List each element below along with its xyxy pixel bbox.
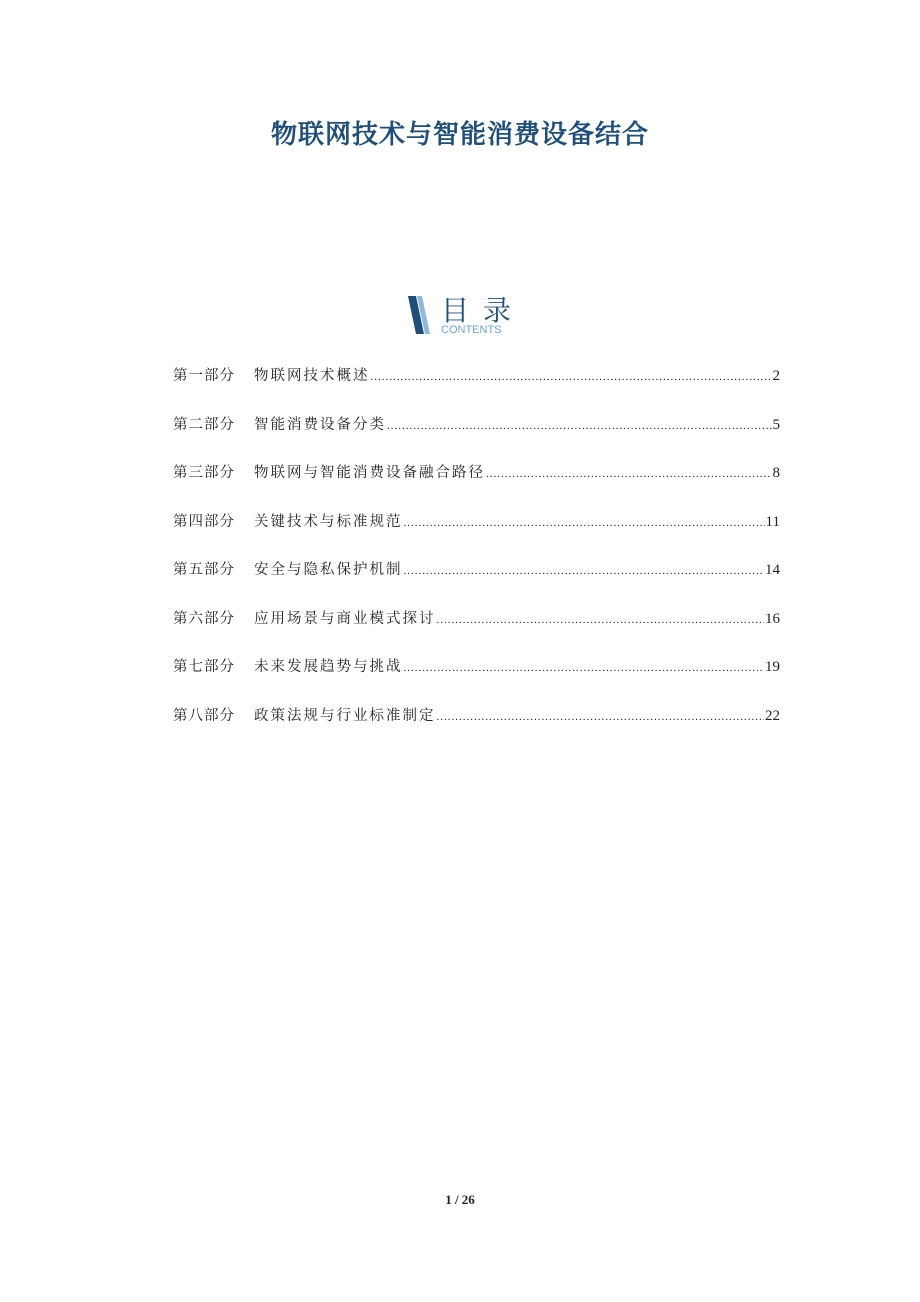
toc-entry[interactable] (173, 364, 780, 413)
toc-entry[interactable] (173, 607, 780, 656)
toc-list (173, 364, 780, 752)
toc-entry-title: 物联网与智能消费设备融合路径 (254, 465, 485, 481)
toc-entry-title: 政策法规与行业标准制定 (254, 707, 436, 724)
toc-entry[interactable] (173, 704, 780, 753)
toc-entry-part: 第二部分 (173, 416, 235, 433)
toc-header (405, 292, 535, 342)
toc-entry-part: 第五部分 (173, 562, 235, 578)
document-title: 物联网技术与智能消费设备结合 (270, 120, 649, 150)
toc-entry-page: 19 (765, 659, 780, 675)
toc-subheading: CONTENTS (441, 324, 502, 336)
toc-entry[interactable] (173, 461, 780, 510)
toc-entry-part: 第七部分 (173, 659, 235, 675)
toc-leader-dots (404, 565, 765, 577)
toc-entry-title: 安全与隐私保护机制 (254, 562, 403, 578)
toc-leader-dots (437, 614, 765, 626)
toc-leader-dots (371, 371, 772, 383)
toc-entry-page: 14 (765, 562, 780, 578)
toc-entry-title: 应用场景与商业模式探讨 (254, 610, 436, 627)
page-number: 1 / 26 (445, 1192, 475, 1207)
toc-logo-icon (405, 292, 435, 338)
toc-entry-page: 22 (765, 707, 780, 724)
toc-entry-page: 16 (765, 610, 780, 627)
toc-entry-title: 智能消费设备分类 (254, 416, 386, 433)
toc-entry-page: 8 (772, 465, 780, 481)
toc-entry-page: 2 (772, 368, 780, 384)
toc-leader-dots (404, 517, 765, 529)
toc-entry[interactable] (173, 558, 780, 607)
toc-leader-dots (437, 711, 765, 723)
toc-entry[interactable] (173, 413, 780, 462)
toc-entry[interactable] (173, 510, 780, 559)
toc-entry-page: 11 (765, 513, 780, 530)
toc-entry-title: 未来发展趋势与挑战 (254, 659, 403, 675)
toc-entry-part: 第六部分 (173, 610, 235, 627)
toc-entry-part: 第八部分 (173, 707, 235, 724)
toc-entry-part: 第三部分 (173, 465, 235, 481)
toc-leader-dots (486, 468, 772, 480)
toc-entry-part: 第一部分 (173, 368, 235, 384)
toc-entry-part: 第四部分 (173, 513, 235, 530)
toc-leader-dots (387, 420, 772, 432)
toc-entry-page: 5 (772, 416, 780, 433)
toc-entry[interactable] (173, 655, 780, 704)
toc-entry-title: 物联网技术概述 (254, 368, 370, 384)
toc-entry-title: 关键技术与标准规范 (254, 513, 403, 530)
toc-leader-dots (404, 662, 765, 674)
toc-heading: 目录 (441, 294, 526, 327)
